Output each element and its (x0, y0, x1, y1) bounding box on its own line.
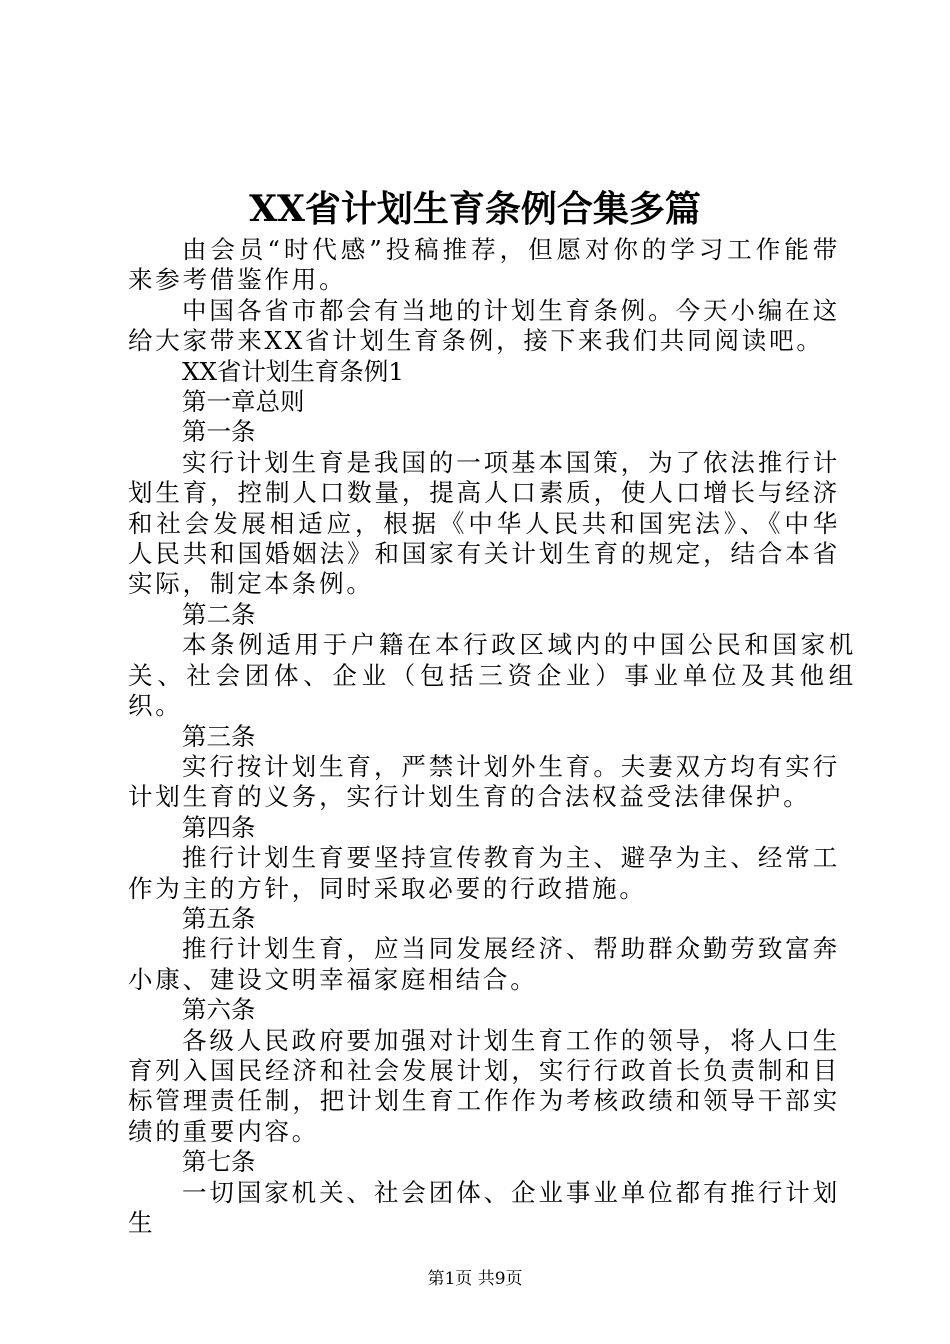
article-paragraph: 推行计划生育要坚持宣传教育为主、避孕为主、经常工作为主的方针，同时采取必要的行政措施。 (128, 843, 840, 903)
article-heading: 第三条 (182, 721, 256, 751)
document-body (128, 235, 856, 1238)
intro-paragraph: 中国各省市都会有当地的计划生育条例。今天小编在这给大家带来XX省计划生育条例，接下来我们共同阅读吧。 (128, 295, 840, 356)
article-heading: 第二条 (182, 599, 256, 629)
article-paragraph: 本条例适用于户籍在本行政区域内的中国公民和国家机关、社会团体、企业（包括三资企业）事业单位及其他组织。 (128, 630, 856, 721)
article-paragraph: 实行计划生育是我国的一项基本国策，为了依法推行计划生育，控制人口数量，提高人口素质，使人口增长与经济和社会发展相适应，根据《中华人民共和国宪法》、《中华人民共和国婚姻法》和国家有关计划生育的规定，结合本省实际，制定本条例。 (128, 447, 840, 599)
article-heading: 第一条 (182, 417, 256, 447)
article-heading: 第七条 (182, 1147, 256, 1177)
chapter-heading: 第一章总则 (182, 387, 305, 417)
section-heading: XX省计划生育条例1 (182, 356, 404, 386)
intro-paragraph: 由会员“时代感”投稿推荐，但愿对你的学习工作能带来参考借鉴作用。 (128, 235, 840, 295)
article-paragraph: 推行计划生育，应当同发展经济、帮助群众勤劳致富奔小康、建设文明幸福家庭相结合。 (128, 934, 840, 994)
article-heading: 第四条 (182, 812, 256, 842)
article-heading: 第六条 (182, 995, 256, 1025)
article-heading: 第五条 (182, 903, 256, 933)
article-paragraph: 各级人民政府要加强对计划生育工作的领导，将人口生育列入国民经济和社会发展计划，实行行政首长负责制和目标管理责任制，把计划生育工作作为考核政绩和领导干部实绩的重要内容。 (128, 1025, 840, 1146)
document-title: XX省计划生育条例合集多篇 (249, 188, 701, 230)
article-paragraph: 一切国家机关、社会团体、企业事业单位都有推行计划生 (128, 1177, 840, 1237)
page-number: 第1页 共9页 (427, 1269, 523, 1289)
article-paragraph: 实行按计划生育，严禁计划外生育。夫妻双方均有实行计划生育的义务，实行计划生育的合法权益受法律保护。 (128, 751, 840, 812)
